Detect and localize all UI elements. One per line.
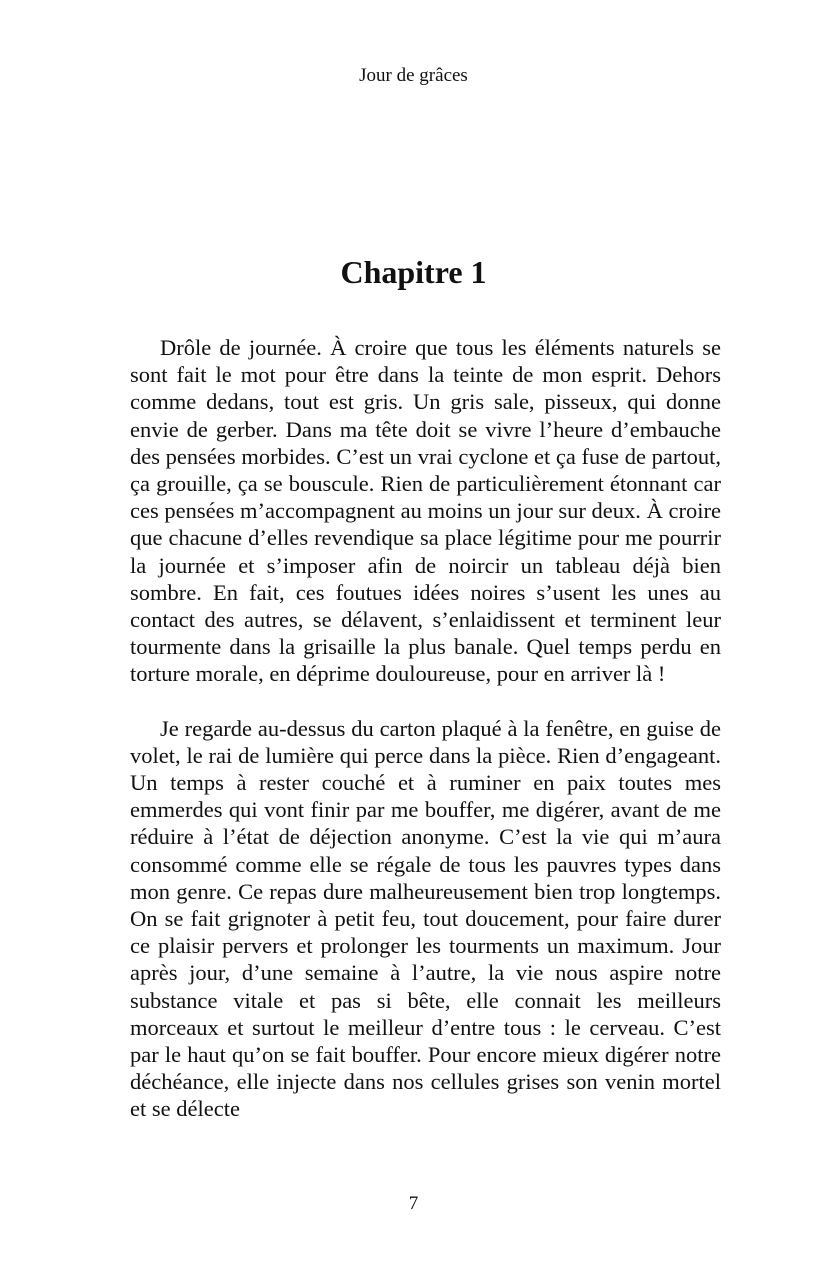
- running-header: Jour de grâces: [359, 65, 468, 86]
- chapter-title: Chapitre 1: [340, 254, 487, 290]
- page-number: 7: [408, 1193, 419, 1214]
- paragraph-1: Drôle de journée. À croire que tous les éléments naturels se sont fait le mot pour être dans la teinte de mon esprit. Dehors comme dedans, tout est gris. Un gris sale, pisseux, qui donne envie de gerber. Dans ma tête doit se vivre l’heure d’embauche des pensées morbides. C’est un vrai cyclone et ça fuse de partout, ça grouille, ça se bouscule. Rien de particulièrement étonnant car ces pensées m’accompagnent au moins un jour sur deux. À croire que chacune d’elles revendique sa place légitime pour me pourrir la journée et s’imposer afin de noircir un tableau déjà bien sombre. En fait, ces foutues idées noires s’usent les unes au contact des autres, se délavent, s’enlaidissent et terminent leur tourmente dans la grisaille la plus banale. Quel temps perdu en torture morale, en déprime douloureuse, pour en arriver là !: [130, 335, 721, 687]
- paragraph-2: Je regarde au-dessus du carton plaqué à la fenêtre, en guise de volet, le rai de lumière qui perce dans la pièce. Rien d’engageant. Un temps à rester couché et à ruminer en paix toutes mes emmerdes qui vont finir par me bouffer, me digérer, avant de me réduire à l’état de déjection anonyme. C’est la vie qui m’aura consommé comme elle se régale de tous les pauvres types dans mon genre. Ce repas dure malheureusement bien trop longtemps. On se fait grignoter à petit feu, tout doucement, pour faire durer ce plaisir pervers et prolonger les tourments un maximum. Jour après jour, d’une semaine à l’autre, la vie nous aspire notre substance vitale et pas si bête, elle connait les meilleurs morceaux et surtout le meilleur d’entre tous : le cerveau. C’est par le haut qu’on se fait bouffer. Pour encore mieux digérer notre déchéance, elle injecte dans nos cellules grises son venin mortel et se délecte: [130, 715, 721, 1122]
- body-text: [130, 334, 721, 1123]
